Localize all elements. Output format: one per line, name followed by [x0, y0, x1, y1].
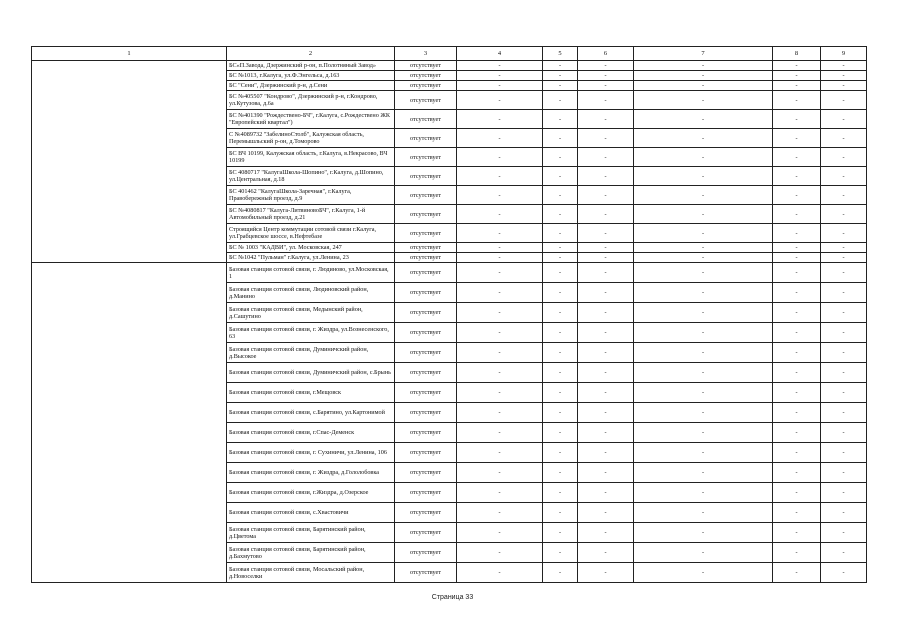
column-number-3: 3: [395, 47, 457, 61]
dash-cell: -: [578, 253, 634, 263]
data-table: [31, 46, 867, 583]
dash-cell: -: [457, 71, 543, 81]
object-name: Базовая станция сотовой связи, Барятинский район, д.Цветома: [227, 523, 395, 543]
table-row: [32, 61, 867, 71]
dash-cell: -: [543, 563, 578, 583]
object-name: Базовая станция сотовой связи, г.Мещовск: [227, 383, 395, 403]
dash-cell: -: [634, 523, 773, 543]
dash-cell: -: [543, 383, 578, 403]
dash-cell: -: [821, 483, 867, 503]
dash-cell: -: [543, 91, 578, 110]
column-number-row: [32, 47, 867, 61]
dash-cell: -: [543, 423, 578, 443]
dash-cell: -: [634, 71, 773, 81]
dash-cell: -: [578, 243, 634, 253]
column-number-6: 6: [578, 47, 634, 61]
dash-cell: -: [543, 523, 578, 543]
dash-cell: -: [634, 129, 773, 148]
dash-cell: -: [578, 323, 634, 343]
dash-cell: -: [634, 383, 773, 403]
dash-cell: -: [543, 167, 578, 186]
column-number-7: 7: [634, 47, 773, 61]
status-cell: отсутствует: [395, 71, 457, 81]
dash-cell: -: [634, 253, 773, 263]
dash-cell: -: [773, 148, 821, 167]
dash-cell: -: [773, 81, 821, 91]
object-name: Базовая станция сотовой связи, г. Жиздра, д.Гололобовка: [227, 463, 395, 483]
dash-cell: -: [773, 224, 821, 243]
object-name: Базовая станция сотовой связи, Думиничский район, с.Брынь: [227, 363, 395, 383]
dash-cell: -: [821, 205, 867, 224]
dash-cell: -: [821, 523, 867, 543]
status-cell: отсутствует: [395, 483, 457, 503]
object-name: БС №1013, г.Калуга, ул.Ф.Энгельса, д.163: [227, 71, 395, 81]
dash-cell: -: [578, 129, 634, 148]
object-name: Базовая станция сотовой связи, г.Жиздра, д.Озерское: [227, 483, 395, 503]
dash-cell: -: [821, 343, 867, 363]
dash-cell: -: [773, 303, 821, 323]
dash-cell: -: [773, 363, 821, 383]
dash-cell: -: [543, 543, 578, 563]
dash-cell: -: [773, 167, 821, 186]
status-cell: отсутствует: [395, 91, 457, 110]
dash-cell: -: [773, 323, 821, 343]
status-cell: отсутствует: [395, 503, 457, 523]
dash-cell: -: [634, 563, 773, 583]
dash-cell: -: [821, 323, 867, 343]
object-name: Базовая станция сотовой связи, г. Сухиничи, ул.Ленина, 106: [227, 443, 395, 463]
dash-cell: -: [578, 224, 634, 243]
status-cell: отсутствует: [395, 323, 457, 343]
dash-cell: -: [773, 243, 821, 253]
dash-cell: -: [457, 403, 543, 423]
object-name: Базовая станция сотовой связи, г.Спас-Деменск: [227, 423, 395, 443]
dash-cell: -: [634, 81, 773, 91]
dash-cell: -: [821, 129, 867, 148]
dash-cell: -: [578, 167, 634, 186]
dash-cell: -: [634, 503, 773, 523]
dash-cell: -: [821, 253, 867, 263]
dash-cell: -: [578, 205, 634, 224]
dash-cell: -: [821, 224, 867, 243]
dash-cell: -: [578, 503, 634, 523]
dash-cell: -: [821, 91, 867, 110]
status-cell: отсутствует: [395, 563, 457, 583]
dash-cell: -: [543, 503, 578, 523]
status-cell: отсутствует: [395, 283, 457, 303]
dash-cell: -: [773, 186, 821, 205]
dash-cell: -: [457, 205, 543, 224]
column-number-5: 5: [543, 47, 578, 61]
dash-cell: -: [578, 263, 634, 283]
dash-cell: -: [773, 263, 821, 283]
status-cell: отсутствует: [395, 110, 457, 129]
dash-cell: -: [821, 463, 867, 483]
dash-cell: -: [457, 129, 543, 148]
dash-cell: -: [457, 167, 543, 186]
dash-cell: -: [773, 463, 821, 483]
dash-cell: -: [578, 443, 634, 463]
dash-cell: -: [457, 523, 543, 543]
group-cell: [32, 61, 227, 263]
dash-cell: -: [578, 403, 634, 423]
object-name: Базовая станция сотовой связи, Людиновский район, д.Манино: [227, 283, 395, 303]
dash-cell: -: [634, 61, 773, 71]
dash-cell: -: [578, 563, 634, 583]
dash-cell: -: [578, 186, 634, 205]
dash-cell: -: [634, 91, 773, 110]
dash-cell: -: [634, 167, 773, 186]
dash-cell: -: [457, 224, 543, 243]
dash-cell: -: [457, 263, 543, 283]
status-cell: отсутствует: [395, 81, 457, 91]
dash-cell: -: [773, 283, 821, 303]
dash-cell: -: [543, 323, 578, 343]
dash-cell: -: [773, 423, 821, 443]
object-name: БС ВЧ 10199, Калужская область, г.Калуга, в.Некрасово, ВЧ 10199: [227, 148, 395, 167]
dash-cell: -: [543, 483, 578, 503]
page-number: Страница 33: [431, 594, 474, 601]
dash-cell: -: [634, 243, 773, 253]
dash-cell: -: [457, 483, 543, 503]
dash-cell: -: [457, 323, 543, 343]
status-cell: отсутствует: [395, 61, 457, 71]
dash-cell: -: [821, 283, 867, 303]
dash-cell: -: [634, 283, 773, 303]
dash-cell: -: [457, 303, 543, 323]
dash-cell: -: [634, 543, 773, 563]
dash-cell: -: [457, 91, 543, 110]
dash-cell: -: [543, 224, 578, 243]
dash-cell: -: [543, 253, 578, 263]
dash-cell: -: [821, 303, 867, 323]
dash-cell: -: [578, 303, 634, 323]
status-cell: отсутствует: [395, 224, 457, 243]
dash-cell: -: [821, 543, 867, 563]
dash-cell: -: [578, 423, 634, 443]
dash-cell: -: [543, 303, 578, 323]
dash-cell: -: [773, 110, 821, 129]
dash-cell: -: [773, 563, 821, 583]
object-name: Базовая станция сотовой связи, с.Хвастовичи: [227, 503, 395, 523]
object-name: БС №4080817 "Калуга-ЛитвиновоБЧ", г.Калуга, 1-й Автомобильный проезд, д.21: [227, 205, 395, 224]
table-body: [32, 61, 867, 583]
dash-cell: -: [457, 186, 543, 205]
dash-cell: -: [821, 363, 867, 383]
object-name: Базовая станция сотовой связи, Медынский район, д.Сашутино: [227, 303, 395, 323]
dash-cell: -: [457, 383, 543, 403]
dash-cell: -: [634, 205, 773, 224]
dash-cell: -: [773, 443, 821, 463]
status-cell: отсутствует: [395, 343, 457, 363]
dash-cell: -: [773, 253, 821, 263]
dash-cell: -: [634, 224, 773, 243]
dash-cell: -: [457, 543, 543, 563]
dash-cell: -: [634, 403, 773, 423]
table-row: [32, 263, 867, 283]
dash-cell: -: [457, 243, 543, 253]
dash-cell: -: [457, 463, 543, 483]
object-name: БС 401462 "КалугаШкола-Заречная", г.Калуга, Правобережный проезд, д.9: [227, 186, 395, 205]
dash-cell: -: [578, 463, 634, 483]
dash-cell: -: [773, 129, 821, 148]
dash-cell: -: [821, 443, 867, 463]
dash-cell: -: [543, 343, 578, 363]
object-name: Базовая станция сотовой связи, с.Барятино, ул.Картонимой: [227, 403, 395, 423]
dash-cell: -: [634, 110, 773, 129]
dash-cell: -: [773, 71, 821, 81]
status-cell: отсутствует: [395, 463, 457, 483]
dash-cell: -: [543, 110, 578, 129]
dash-cell: -: [578, 148, 634, 167]
dash-cell: -: [773, 483, 821, 503]
status-cell: отсутствует: [395, 363, 457, 383]
object-name: БС №401390 "Рождествено-БЧ", г.Калуга, с.Рождествено ЖК "Европейский квартал"): [227, 110, 395, 129]
column-number-4: 4: [457, 47, 543, 61]
object-name: БС № 1003 "КАДВИ", ул. Московская, 247: [227, 243, 395, 253]
dash-cell: -: [634, 186, 773, 205]
object-name: Базовая станция сотовой связи, г. Жиздра, ул.Вознесенского, 63: [227, 323, 395, 343]
dash-cell: -: [543, 71, 578, 81]
dash-cell: -: [578, 81, 634, 91]
dash-cell: -: [578, 71, 634, 81]
object-name: Базовая станция сотовой связи, Мосальский район, д.Новоселки: [227, 563, 395, 583]
dash-cell: -: [578, 283, 634, 303]
dash-cell: -: [821, 423, 867, 443]
status-cell: отсутствует: [395, 186, 457, 205]
object-name: Базовая станция сотовой связи, Думиничский район, д.Высокое: [227, 343, 395, 363]
dash-cell: -: [578, 61, 634, 71]
status-cell: отсутствует: [395, 167, 457, 186]
dash-cell: -: [821, 243, 867, 253]
dash-cell: -: [634, 303, 773, 323]
dash-cell: -: [457, 503, 543, 523]
column-number-8: 8: [773, 47, 821, 61]
dash-cell: -: [821, 167, 867, 186]
dash-cell: -: [457, 343, 543, 363]
dash-cell: -: [634, 483, 773, 503]
dash-cell: -: [773, 383, 821, 403]
dash-cell: -: [543, 463, 578, 483]
column-number-1: 1: [32, 47, 227, 61]
dash-cell: -: [578, 110, 634, 129]
dash-cell: -: [543, 81, 578, 91]
dash-cell: -: [773, 61, 821, 71]
dash-cell: -: [457, 61, 543, 71]
object-name: Базовая станция сотовой связи, г. Людиново, ул.Московская, 1: [227, 263, 395, 283]
dash-cell: -: [773, 403, 821, 423]
status-cell: отсутствует: [395, 303, 457, 323]
object-name: БС "Сени", Дзержинский р-н, д.Сени: [227, 81, 395, 91]
dash-cell: -: [821, 503, 867, 523]
dash-cell: -: [457, 363, 543, 383]
dash-cell: -: [634, 443, 773, 463]
object-name: БС №1042 "Пульман" г.Калуга, ул.Ленина, 23: [227, 253, 395, 263]
group-cell: [32, 263, 227, 583]
dash-cell: -: [457, 563, 543, 583]
dash-cell: -: [578, 543, 634, 563]
dash-cell: -: [821, 61, 867, 71]
dash-cell: -: [773, 503, 821, 523]
dash-cell: -: [773, 343, 821, 363]
status-cell: отсутствует: [395, 129, 457, 148]
status-cell: отсутствует: [395, 543, 457, 563]
status-cell: отсутствует: [395, 383, 457, 403]
status-cell: отсутствует: [395, 253, 457, 263]
dash-cell: -: [821, 110, 867, 129]
dash-cell: -: [634, 463, 773, 483]
dash-cell: -: [457, 253, 543, 263]
status-cell: отсутствует: [395, 423, 457, 443]
dash-cell: -: [821, 186, 867, 205]
dash-cell: -: [457, 148, 543, 167]
dash-cell: -: [543, 148, 578, 167]
object-name: БС 4080717 "КалугаШкола-Шопино", г.Калуга, д.Шопино, ул.Центральная, д.18: [227, 167, 395, 186]
dash-cell: -: [634, 323, 773, 343]
status-cell: отсутствует: [395, 263, 457, 283]
dash-cell: -: [821, 563, 867, 583]
dash-cell: -: [773, 543, 821, 563]
dash-cell: -: [578, 363, 634, 383]
object-name: Строящийся Центр коммутации сотовой связи г.Калуга, ул.Грабцевское шоссе, в.Нефтебазе: [227, 224, 395, 243]
status-cell: отсутствует: [395, 403, 457, 423]
dash-cell: -: [578, 483, 634, 503]
dash-cell: -: [821, 383, 867, 403]
dash-cell: -: [457, 283, 543, 303]
status-cell: отсутствует: [395, 243, 457, 253]
status-cell: отсутствует: [395, 148, 457, 167]
dash-cell: -: [634, 148, 773, 167]
dash-cell: -: [634, 363, 773, 383]
dash-cell: -: [821, 81, 867, 91]
dash-cell: -: [634, 263, 773, 283]
dash-cell: -: [821, 71, 867, 81]
column-number-2: 2: [227, 47, 395, 61]
dash-cell: -: [773, 523, 821, 543]
dash-cell: -: [457, 81, 543, 91]
dash-cell: -: [821, 148, 867, 167]
status-cell: отсутствует: [395, 443, 457, 463]
dash-cell: -: [773, 205, 821, 224]
dash-cell: -: [543, 363, 578, 383]
dash-cell: -: [543, 186, 578, 205]
dash-cell: -: [543, 263, 578, 283]
dash-cell: -: [543, 129, 578, 148]
dash-cell: -: [578, 383, 634, 403]
dash-cell: -: [543, 243, 578, 253]
dash-cell: -: [578, 343, 634, 363]
dash-cell: -: [457, 110, 543, 129]
dash-cell: -: [821, 263, 867, 283]
dash-cell: -: [578, 91, 634, 110]
dash-cell: -: [634, 343, 773, 363]
column-number-9: 9: [821, 47, 867, 61]
status-cell: отсутствует: [395, 205, 457, 224]
dash-cell: -: [543, 283, 578, 303]
dash-cell: -: [634, 423, 773, 443]
dash-cell: -: [543, 205, 578, 224]
dash-cell: -: [543, 61, 578, 71]
object-name: Базовая станция сотовой связи, Барятинский район, д.Бахмутово: [227, 543, 395, 563]
dash-cell: -: [821, 403, 867, 423]
dash-cell: -: [578, 523, 634, 543]
dash-cell: -: [457, 443, 543, 463]
status-cell: отсутствует: [395, 523, 457, 543]
dash-cell: -: [543, 403, 578, 423]
object-name: БС«П.Завода, Дзержинский р-он, п.Полотняный Завод»: [227, 61, 395, 71]
dash-cell: -: [457, 423, 543, 443]
object-name: БС №405507 "Кондрово", Дзержинский р-н, г.Кондрово, ул.Кутузова, д.6а: [227, 91, 395, 110]
object-name: С №4089732 "ЗабелиноСтолб", Калужская область, Перемышльский р-он, д.Томорово: [227, 129, 395, 148]
dash-cell: -: [773, 91, 821, 110]
dash-cell: -: [543, 443, 578, 463]
